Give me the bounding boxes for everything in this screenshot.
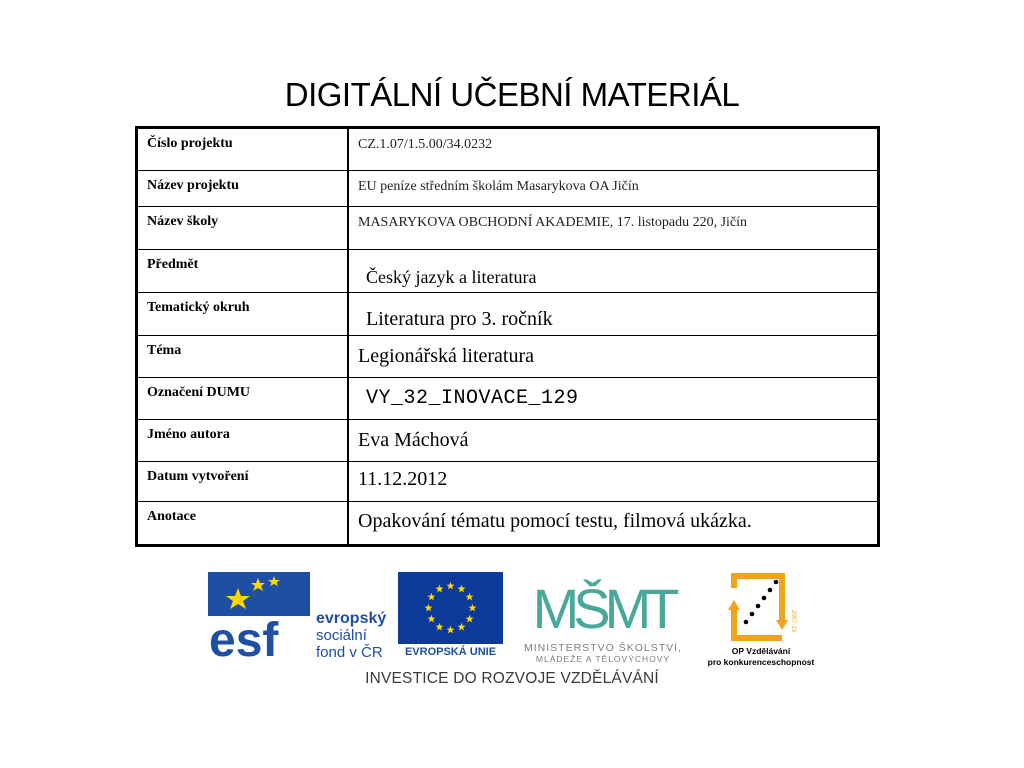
table-row (137, 378, 879, 420)
svg-text:MŠMT: MŠMT (532, 577, 674, 640)
row-value: MASARYKOVA OBCHODNÍ AKADEMIE, 17. listopadu 220, Jičín (358, 215, 748, 230)
slogan: INVESTICE DO ROZVOJE VZDĚLÁVÁNÍ (365, 670, 659, 687)
row-value: VY_32_INOVACE_129 (366, 387, 579, 410)
eu-caption: EVROPSKÁ UNIE (404, 646, 497, 658)
op-mark-icon (700, 570, 822, 646)
table-row (137, 420, 879, 462)
row-value: 11.12.2012 (358, 468, 448, 490)
table-row (137, 207, 879, 250)
row-value: Český jazyk a literatura (366, 267, 537, 287)
row-value: Opakování tématu pomocí testu, filmová ukázka. (358, 510, 752, 532)
table-row (137, 502, 879, 546)
row-value: Eva Máchová (358, 429, 469, 451)
esf-logo (208, 572, 387, 667)
msmt-logo (512, 570, 694, 664)
page-title: DIGITÁLNÍ UČEBNÍ MATERIÁL (284, 76, 740, 113)
svg-text:esf: esf (209, 614, 279, 662)
row-value: Legionářská literatura (358, 345, 535, 367)
row-label: Číslo projektu (137, 128, 349, 171)
row-label: Předmět (137, 250, 349, 293)
table-row (137, 462, 879, 502)
op-logo (700, 570, 822, 667)
row-label: Jméno autora (137, 420, 349, 462)
row-value: EU peníze středním školám Masarykova OA Jičín (358, 179, 639, 194)
msmt-caption: MINISTERSTVO ŠKOLSTVÍ, MLÁDEŽE A TĚLOVÝCHOVY (524, 642, 682, 664)
eu-flag-icon (398, 572, 503, 644)
logo-strip (0, 560, 1024, 710)
table-row (137, 128, 879, 171)
op-caption: OP Vzdělávání pro konkurenceschopnost (707, 646, 815, 667)
row-label: Název projektu (137, 171, 349, 207)
table-row (137, 171, 879, 207)
table-row (137, 250, 879, 293)
row-value: Literatura pro 3. ročník (366, 308, 553, 330)
row-value: CZ.1.07/1.5.00/34.0232 (358, 137, 493, 152)
row-label: Označení DUMU (137, 378, 349, 420)
table-row (137, 336, 879, 378)
esf-mark-icon (208, 572, 318, 662)
eu-logo (398, 572, 503, 658)
row-label: Datum vytvoření (137, 462, 349, 502)
table-row (137, 293, 879, 336)
row-label: Téma (137, 336, 349, 378)
msmt-mark-icon (512, 570, 694, 640)
project-info-table (135, 126, 880, 547)
esf-caption: evropský sociální fond v ČR (316, 610, 387, 661)
row-label: Anotace (137, 502, 349, 546)
svg-text:2007-13: 2007-13 (790, 610, 796, 633)
row-label: Tematický okruh (137, 293, 349, 336)
row-label: Název školy (137, 207, 349, 250)
